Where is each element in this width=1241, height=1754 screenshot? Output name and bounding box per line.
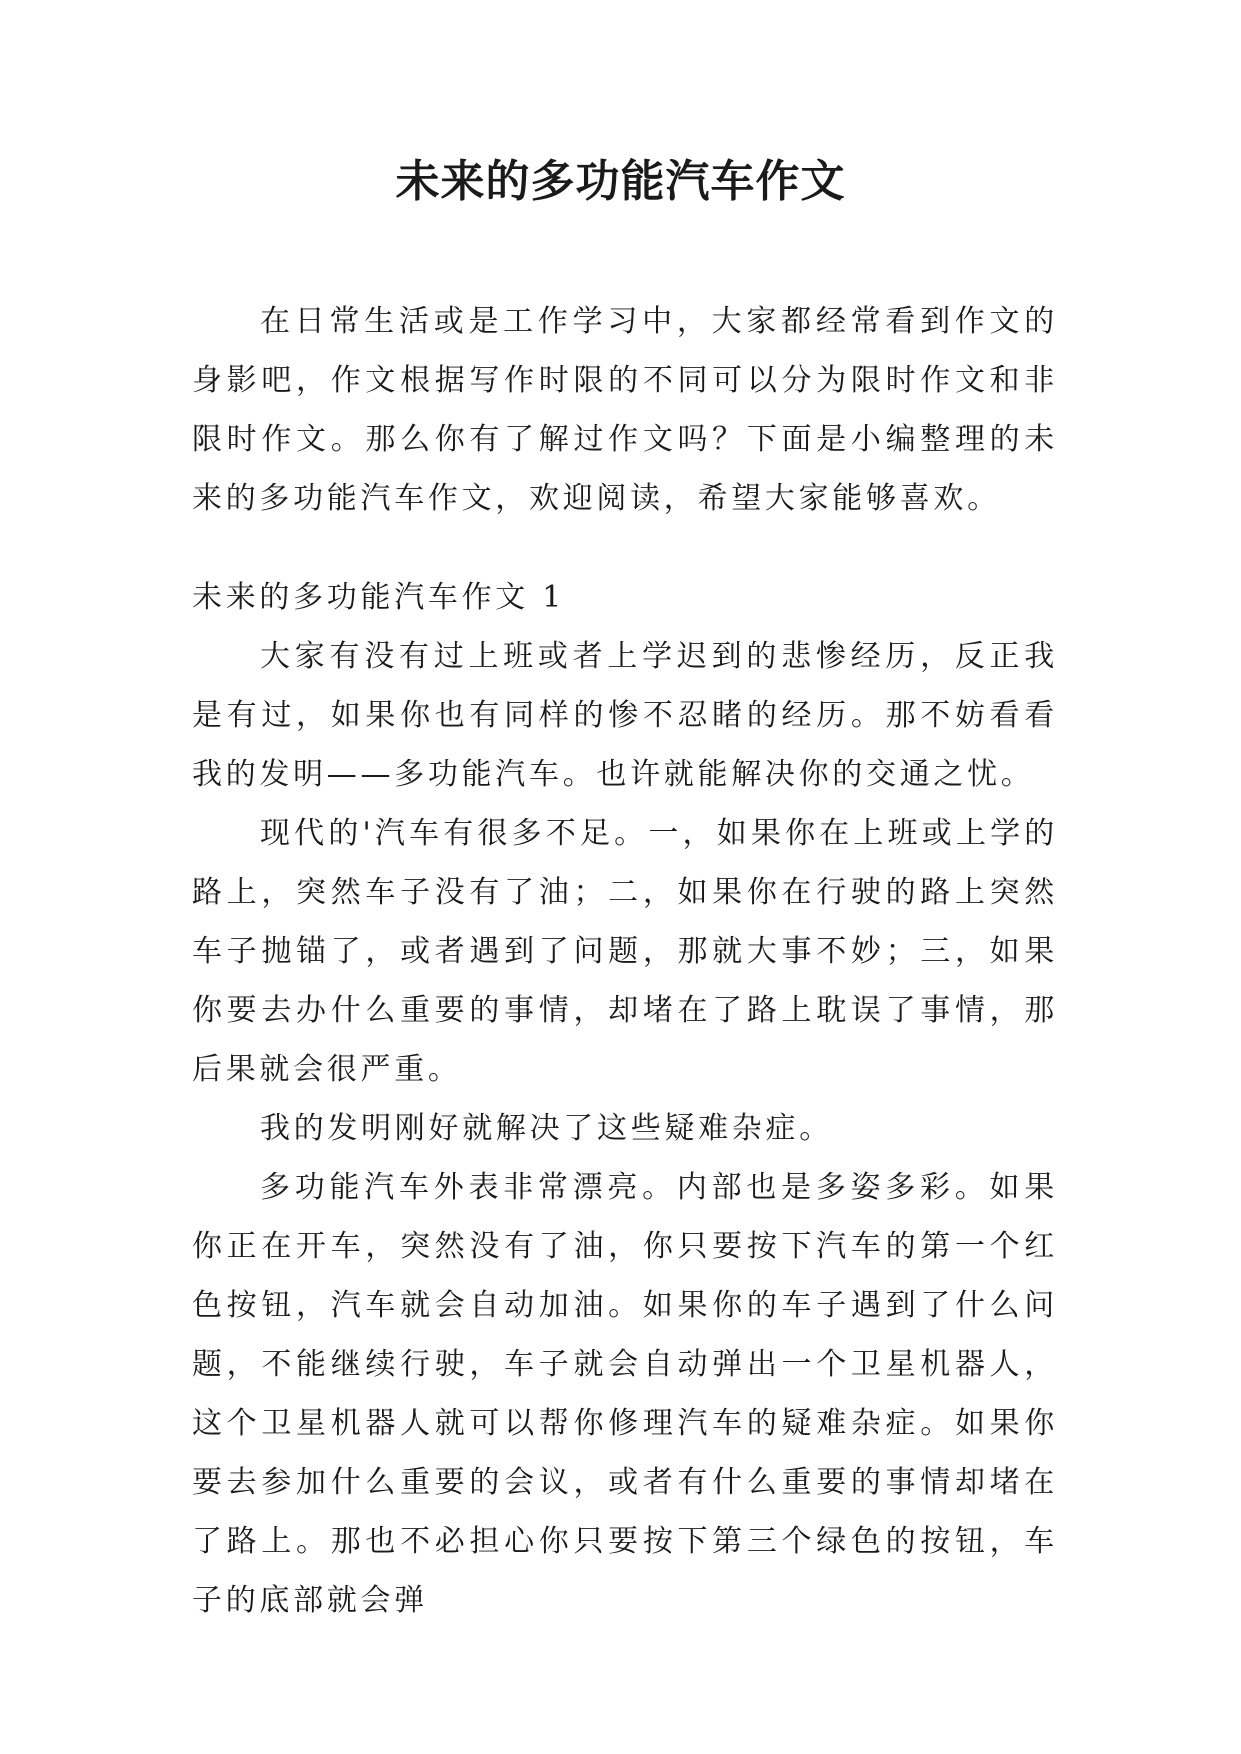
document-body: [192, 292, 1058, 1630]
body-paragraph-1: 大家有没有过上班或者上学迟到的悲惨经历，反正我是有过，如果你也有同样的惨不忍睹的经历。那不妨看看我的发明——多功能汽车。也许就能解决你的交通之忧。: [192, 639, 1058, 792]
body-paragraph-2: 现代的'汽车有很多不足。一，如果你在上班或上学的路上，突然车子没有了油；二，如果你在行驶的路上突然车子抛锚了，或者遇到了问题，那就大事不妙；三，如果你要去办什么重要的事情，却堵在了路上耽误了事情，那后果就会很严重。: [192, 816, 1058, 1087]
section-heading: 未来的多功能汽车作文 1: [192, 580, 566, 615]
body-paragraph-3: 我的发明刚好就解决了这些疑难杂症。: [260, 1111, 833, 1146]
body-paragraph-4: 多功能汽车外表非常漂亮。内部也是多姿多彩。如果你正在开车，突然没有了油，你只要按下汽车的第一个红色按钮，汽车就会自动加油。如果你的车子遇到了什么问题，不能继续行驶，车子就会自动弹出一个卫星机器人，这个卫星机器人就可以帮你修理汽车的疑难杂症。如果你要去参加什么重要的会议，或者有什么重要的事情却堵在了路上。那也不必担心你只要按下第三个绿色的按钮，车子的底部就会弹: [192, 1170, 1058, 1618]
document-title: 未来的多功能汽车作文: [395, 156, 846, 207]
intro-paragraph: 在日常生活或是工作学习中，大家都经常看到作文的身影吧，作文根据写作时限的不同可以分为限时作文和非限时作文。那么你有了解过作文吗？下面是小编整理的未来的多功能汽车作文，欢迎阅读，希望大家能够喜欢。: [192, 304, 1058, 516]
